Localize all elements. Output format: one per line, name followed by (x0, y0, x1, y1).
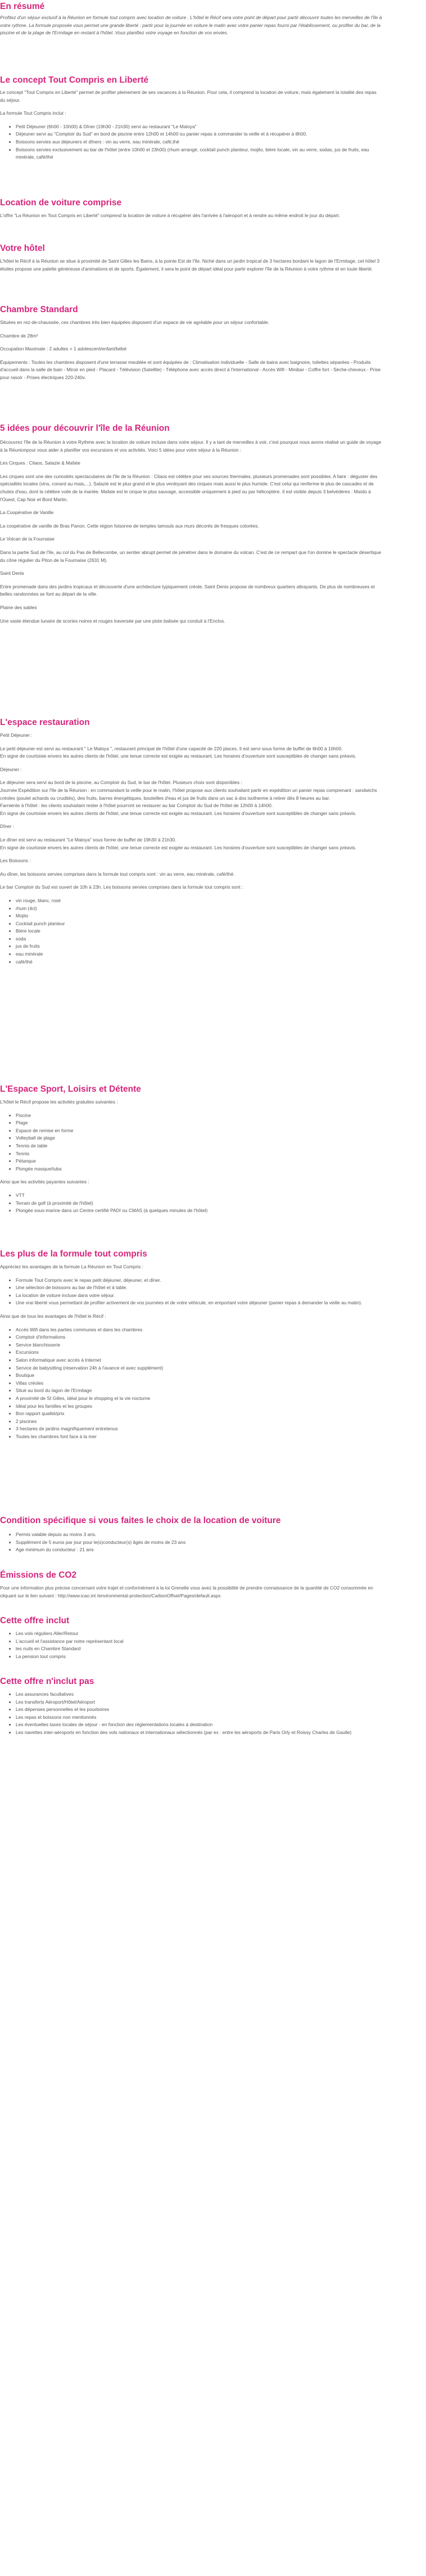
list-item: • Les éventuelles taxes locales de séjour - en fonction des réglementations locales à destination (16, 1721, 382, 1729)
boissons-bar: Le bar Comptoir du Sud est ouvert de 10h à 23h. Les boissons servies comprises dans la formule tout compris sont : (0, 884, 243, 890)
pdej-heading: Petit Déjeuner : (0, 732, 33, 738)
chambre-equipment: Équipements : Toutes les chambres disposent d'une terrasse meublée et sont équipées de : Climatisation individuelle - Salle de bains avec baignoire, toilettes séparées - Produits d'accueil dans la salle de bain - Miroir en pied - Placard - Télévision (Satellite) - Téléphone avec accès direct à l'international - Accès Wifi - Minibar - Coffre fort - Sèche-cheveux - Prise pour rasoir - Prises électriques 220-240v. (0, 359, 381, 380)
list-item: • Piscine (16, 1112, 382, 1120)
volcan-heading: Le Volcan de la Fournaise (0, 536, 55, 542)
restauration-heading: L'espace restauration (0, 718, 90, 727)
list-item: • VTT (16, 1192, 382, 1200)
idees-intro: Découvrez l'île de la Réunion à votre Rythme avec la location de voiture incluse dans votre séjour. Il y a tant de merveilles à voir, c'est pourquoi nous avons réalisé un guide de voyage à la Réunionpour vous aider à planifier vos excursions et vos activités. Voici 5 idées pour votre séjour à la Réunion : (0, 439, 382, 453)
list-item: • Bière locale (16, 927, 382, 935)
list-item: • Plongée masque/tuba (16, 1165, 382, 1173)
list-item: • Boissons servies exclusivement au bar de l'hôtel (entre 10h00 et 23h00) (rhum arrangé, cocktail punch planteur, mojito, bière locale, vin au verre, sodas, jus de fruits, eau minérale, café/thé (16, 146, 382, 161)
list-item: • Pétanque (16, 1158, 382, 1165)
list-item: • La pension tout compris (16, 1653, 382, 1661)
concept-heading: Le concept Tout Compris en Liberté (0, 75, 149, 85)
list-item: • Déjeuner servi au "Comptoir du Sud" en bord de piscine entre 12h00 et 14h00 ou panier repas à commander la veille et à récupérer à 8h00. (16, 130, 382, 138)
plus-heading: Les plus de la formule tout compris (0, 1249, 147, 1259)
condition-list (0, 1531, 382, 1554)
vanille-text: La coopérative de vanille de Bras Panon. Cette région foisonne de temples tamouls aux murs décorés de fresques colorées. (0, 523, 259, 529)
boissons-dinner: Au dîner, les boissons servies comprises dans la formule tout compris sont : vin au verre, eau minérale, café/thé. (0, 871, 235, 877)
list-item: • Villas créoles (16, 1380, 382, 1388)
list-item: • Situé au bord du lagon de l'Ermitage (16, 1387, 382, 1395)
sables-text: Une vaste étendue lunaire de scories noires et rouges traversée par une piste balisée qui conduit à l'Enclos. (0, 618, 225, 624)
noninclut-heading: Cette offre n'inclut pas (0, 1677, 94, 1686)
list-item: • Les vols réguliers Aller/Retour (16, 1630, 382, 1638)
list-item: • Service blanchisserie (16, 1341, 382, 1349)
hotel-text: L'hôtel le Récif à la Réunion se situe à proximité de Saint Gilles les Bains, à la pointe Est de l'île. Niché dans un jardin tropical de 3 hectares bordant le lagon de l'Ermitage, cet hôtel 3 étoiles propose une palette généreuse d'animations et de sports. Également, il sera le point de départ idéal pour partir explorer l'île de la Réunion à votre rythme et en toute liberté. (0, 258, 380, 272)
volcan-text: Dans la partie Sud de l'île, au col du Pas de Bellecombe, un sentier abrupt permet de pénétrer dans le domaine du volcan. C'est de ce rempart que l'on domine le spectacle désertique du cône régulier du Piton de la Fournaise (2631 M). (0, 549, 381, 563)
list-item: • Tennis (16, 1150, 382, 1158)
noninclut-list (0, 1691, 382, 1737)
list-item: • Mojito (16, 912, 382, 920)
list-item: • Les assurances facultatives (16, 1691, 382, 1699)
list-item: • L'accueil et l'assistance par notre représentant local (16, 1638, 382, 1646)
list-item: • Plongée sous-marine dans un Centre certifié PADI ou CMAS (à quelques minutes de l'hôtel) (16, 1207, 382, 1215)
list-item: • Les transferts Aéroport/Hôtel/Aéroport (16, 1699, 382, 1706)
list-item: • Boissons servies aux déjeuners et dîners : vin au verre, eau minérale, café,thé (16, 138, 382, 146)
concept-text: Le concept "Tout Compris en Liberté" permet de profiter pleinement de ses vacances à la Réunion. Pour cela, il comprend la location de voiture, mais également la totalité des repas du séjour. (0, 89, 377, 103)
sport-section (0, 1098, 382, 1215)
boissons-heading: Les Boissons : (0, 858, 31, 864)
list-item: • Les repas et boissons non mentionnés (16, 1714, 382, 1722)
boissons-list (0, 897, 382, 966)
chambre-heading: Chambre Standard (0, 305, 78, 314)
list-item: • A proximité de St Gilles, idéal pour le shopping et la vie nocturne (16, 1395, 382, 1403)
list-item: • soda (16, 935, 382, 943)
chambre-size: Chambre de 28m² (0, 332, 38, 339)
concept-section (0, 89, 382, 161)
co2-heading: Émissions de CO2 (0, 1570, 77, 1580)
resume-heading: En résumé (0, 2, 45, 11)
noninclut-section (0, 1691, 382, 1737)
din-text: Le dîner est servi au restaurant "Le Maloya" sous forme de buffet de 19h30 à 21h30. (0, 836, 176, 843)
inclut-list (0, 1630, 382, 1660)
hotel-heading: Votre hôtel (0, 244, 45, 253)
list-item: • Espace de remise en forme (16, 1127, 382, 1135)
location-text: L'offre "La Réunion en Tout Compris en Liberté" comprend la location de voiture à récupérer dès l'arrivée à l'aéroport et à rendre au même endroit le jour du départ. (0, 213, 340, 218)
plus-intro: Appréciez les avantages de la formule La Réunion en Tout Compris : (0, 1264, 143, 1269)
list-item: • 2 piscines (16, 1418, 382, 1426)
list-item: • Une vrai liberté vous permettant de profiter activement de vos journées et de votre véhicule, en emportant votre déjeuner (panier repas à demander la veille au matin). (16, 1299, 382, 1307)
chambre-text: Situées en rez-de-chaussée, ces chambres très bien équipées disposent d'un espace de vie agréable pour un séjour confortable. (0, 319, 269, 325)
plus-section (0, 1263, 382, 1440)
list-item: • les nuits en Chambre Standard (16, 1645, 382, 1653)
list-item: • Age minimum du conducteur : 21 ans (16, 1546, 382, 1554)
list-item: • café/thé (16, 958, 382, 966)
sables-heading: Plaine des sables (0, 604, 37, 610)
pdej-text: Le petit déjeuner est servi au restaurant " Le Maloya ", restaurant principal de l'hôtel d'une capacité de 220 places. Il est servi sous forme de buffet de 6h00 à 10h00. (0, 745, 343, 751)
list-item: • Toutes les chambres font face à la mer (16, 1433, 382, 1441)
list-item: • vin rouge, blanc, rosé (16, 897, 382, 905)
list-item: • Boutique (16, 1372, 382, 1380)
list-item: • Une sélection de boissons au bar de l'hôtel et à table. (16, 1284, 382, 1292)
inclut-section (0, 1630, 382, 1660)
list-item: • Tennis de table (16, 1142, 382, 1150)
list-item: • jus de fruits (16, 943, 382, 951)
list-item: • Service de babysitting (réservation 24h à l'avance et avec supplément) (16, 1364, 382, 1372)
concept-list (0, 123, 382, 161)
list-item: • Les navettes inter-aéroports en fonction des vols nationaux et internationaux sélectionnés (par ex : entre les aéroports de Paris Orly et Roissy Charles de Gaulle) (16, 1729, 382, 1737)
concept-includes-label: La formule Tout Compris inclut : (0, 110, 66, 116)
list-item: • Accès Wifi dans les parties communes et dans les chambres (16, 1326, 382, 1334)
condition-heading: Condition spécifique si vous faites le choix de la location de voiture (0, 1516, 281, 1525)
sport-free-label: L'hôtel le Récif propose les activités gratuites suivantes : (0, 1099, 118, 1105)
dej-heading: Déjeuner : (0, 766, 22, 772)
inclut-heading: Cette offre inclut (0, 1616, 70, 1625)
idees-section (0, 439, 382, 625)
dej-courtesy: En signe de courtoisie envers les autres clients de l'hôtel, une tenue correcte est exigée au restaurant. Les horaires d'ouverture sont susceptibles de changer sans préavis. (0, 810, 357, 816)
din-courtesy: En signe de courtoisie envers les autres clients de l'hôtel, une tenue correcte est exigée au restaurant. Les horaires d'ouverture sont susceptibles de changer sans préavis. (0, 844, 357, 850)
list-item: • 3 hectares de jardins magnifiquement entretenus (16, 1425, 382, 1433)
sport-free-list (0, 1112, 382, 1173)
list-item: • Supplément de 5 euros par jour pour le(s)conducteur(s) âgés de moins de 23 ans (16, 1539, 382, 1547)
restauration-section (0, 732, 382, 966)
list-item: • eau minérale (16, 951, 382, 958)
list-item: • Les dépenses personnelles et les pourboires (16, 1706, 382, 1714)
list-item: • Salon informatique avec accès à Internet (16, 1357, 382, 1364)
denis-text: Entre promenade dans des jardins tropicaux et découverte d'une architecture typiquement créole, Saint Denis propose de nombreux quartiers attrayants. De plus de nombreuses et belles randonnées se font au départ de la ville. (0, 583, 375, 597)
list-item: • Bon rapport qualité/prix (16, 1410, 382, 1418)
cirques-text: Les cirques sont une des curiosités spectaculaires de l'île de la Réunion : Cilaos est célèbre pour ses sources thermales, plusieurs promenades sont possibles. A faire : déguster des spécialités locales (vins, conard au mais,...). Salazie est le plus grand et le plus verdoyant des cirques mais aussi le plus humide. C'est celui qui renferme le plus de cascades et de chutes d'eau, dont la célèbre voile de la mariée. Mafate est le cirque le plus sauvage, accessible uniquement à pied ou par hélicoptère. Il est visible depuis 3 belvédères : Maïdo à l'Ouest, Cap Noir et Bord Martin. (0, 473, 378, 502)
dej-farniente: Farniente à l'hôtel : les clients souhaitant rester à l'hôtel pourront se restaurer au bar Comptoir du Sud de l'hôtel de 12h00 à 14h00. (0, 803, 273, 809)
dej-expedition: Journée Expédition sur l'île de la Réunion : en commandant la veille pour le matin, l'hôtel propose aux clients souhaitant partir en expédition un panier repas comprenant : sandwichs créoles (poulet achards ou crudités), des fruits, barres énergétiques, bouteilles d'eau et jus de fruits dans un sac à dos isotherme à retirer dès 8 heures au bar. (0, 787, 377, 801)
pdej-courtesy: En signe de courtoisie envers les autres clients de l'hôtel, une tenue correcte est exigée au restaurant. Les horaires d'ouverture sont susceptibles de changer sans préavis. (0, 753, 357, 759)
cirques-heading: Les Cirques : Cilaos, Salazie & Mafate (0, 460, 80, 466)
resume-text: Profitez d'un séjour exclusif à la Réunion en formule tout compris avec location de voiture . L'hôtel le Récif sera votre point de départ pour partir découvrir toutes les merveilles de l'île à votre rythme. La formule proposée vous permet une grande liberté : partir pour la journée en voiture le matin avec votre panier repas fourni par l'établissement, ou profiter du bar, de la piscine et de la plage de l'Ermitage en restant à l'hôtel. Vous planifiez votre voyage en fonction de vos envies. (0, 15, 382, 36)
list-item: • rhum (4cl) (16, 905, 382, 913)
list-item: • Terrain de golf (à proximité de l'hôtel) (16, 1200, 382, 1208)
vanille-heading: La Coopérative de Vanille (0, 510, 54, 516)
condition-section (0, 1531, 382, 1554)
hotel-advantages-list (0, 1326, 382, 1441)
co2-section (0, 1584, 382, 1600)
list-item: • Comptoir d'informations (16, 1334, 382, 1341)
sport-heading: L'Espace Sport, Loisirs et Détente (0, 1084, 141, 1094)
hotel-advantages-label: Ainsi que de tous les avantages de l'hôtel le Récif : (0, 1313, 106, 1319)
list-item: • La location de voiture incluse dans votre séjour. (16, 1292, 382, 1300)
list-item: • Cocktail punch planteur (16, 920, 382, 928)
location-heading: Location de voiture comprise (0, 198, 122, 208)
list-item: • Plage (16, 1119, 382, 1127)
dej-text: Le déjeuner sera servi au bord de la piscine, au Comptoir du Sud, le bar de l'hôtel. Plusieurs choix sont disponibles : (0, 780, 242, 786)
list-item: • Volleyball de plage (16, 1134, 382, 1142)
chambre-section (0, 319, 382, 382)
denis-heading: Saint Denis (0, 570, 24, 577)
list-item: • Excursions (16, 1349, 382, 1357)
list-item: • Petit Déjeuner (6h00 - 10h00) & Dîner (19h30 - 21h30) servi au restaurant "Le Maloya" (16, 123, 382, 131)
list-item: • Permis valable depuis au moins 3 ans. (16, 1531, 382, 1539)
plus-list (0, 1277, 382, 1307)
idees-heading: 5 idées pour découvrir l'île de la Réunion (0, 424, 170, 433)
list-item: • Idéal pour les familles et les groupes (16, 1403, 382, 1411)
din-heading: Dîner : (0, 823, 15, 830)
sport-paid-list (0, 1192, 382, 1215)
co2-text: Pour une information plus précise concernant votre trajet et conformément à la loi Grenelle vous avez la possibilité de prendre connaissance de la quantité de CO2 consommée en cliquant sur le lien suivant : http://www.icao.int /environmental-protection/CarbonOffset/Pages/default.aspx (0, 1585, 373, 1598)
sport-paid-label: Ainsi que les activités payantes suivantes : (0, 1179, 89, 1185)
list-item: • Formule Tout Compris avec le repas petit déjeuner, déjeuner, et dîner. (16, 1277, 382, 1285)
chambre-occupancy: Occupation Maximale : 2 adultes + 1 adolescent/enfant/bébé (0, 346, 127, 352)
